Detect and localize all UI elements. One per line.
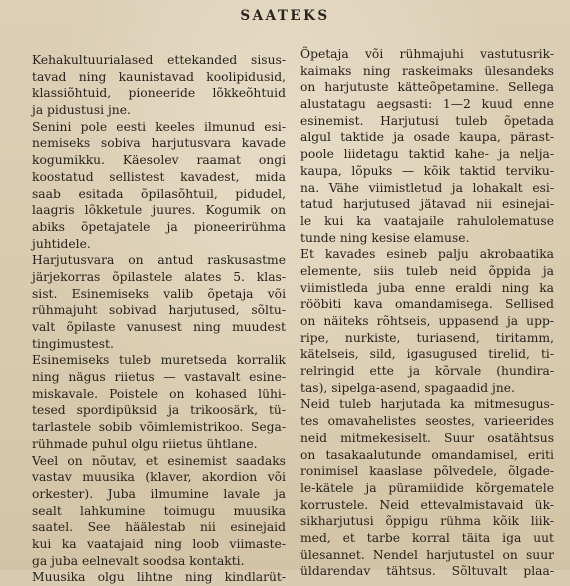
text-line: tunde ning kesise elamuse.: [300, 230, 470, 245]
page-title: SAATEKS: [240, 8, 330, 24]
text-line: kaupa, lõpuks — kõik taktid terviku-: [300, 163, 554, 178]
text-line: on näiteks rõhtseis, uppasend ja upp-: [300, 314, 554, 328]
text-line: ronimisel kaaslase põlvedele, õlgade-: [300, 464, 554, 479]
left-column: [32, 52, 286, 586]
text-line: tesed spordipüksid ja trikoosärk, tü-: [32, 403, 286, 418]
text-line: ripe, nurkiste, turiasend, tiritamm,: [300, 330, 554, 345]
text-line: Esinemiseks tuleb muretseda korralik: [32, 353, 286, 368]
text-line: kogumikku. Käesolev raamat ongi: [32, 153, 286, 168]
text-line: ga juba eelnevalt soodsa kontakti.: [32, 553, 245, 568]
text-line: korrustele. Neid ettevalmistavaid ük-: [300, 497, 554, 512]
text-line: tes omavahelistes seostes, varieerides: [300, 414, 554, 429]
text-line: Neid tuleb harjutada ka mitmesugus-: [300, 397, 554, 412]
text-line: tas), sipelga-asend, spagaadid jne.: [300, 380, 515, 395]
text-line: poole liidetagu taktid kahe- ja nelja-: [300, 147, 554, 162]
text-line: laagris lõkketule juures. Kogumik on: [32, 203, 286, 218]
text-line: Õpetaja või rühmajuhi vastutusrik-: [300, 47, 554, 61]
text-line: le-kätele ja püramiidide kõrgematele: [300, 480, 554, 495]
text-line: saab esitada õpilasõhtuil, pidudel,: [32, 186, 286, 201]
text-line: tarlastele sobib võimlemistrikoo. Sega-: [32, 420, 286, 435]
text-line: miskavale. Poistele on kohased lühi-: [32, 386, 286, 401]
text-line: rühmajuht sobivad harjutused, sõltu-: [32, 303, 286, 318]
text-line: klassiõhtuid, pioneeride lõkkeõhtuid: [32, 86, 286, 101]
right-column: [300, 46, 554, 580]
text-line: Harjutusvara on antud raskusastme: [32, 253, 286, 268]
text-line: elemente, siis tuleb neid õppida ja: [300, 263, 554, 278]
text-line: ja pidustusi jne.: [32, 103, 131, 118]
text-line: rühmade puhul olgu riietus ühtlane.: [32, 436, 258, 451]
text-line: saatel. See häälestab nii esinejaid: [32, 520, 286, 535]
text-line: ülesannet. Nendel harjutustel on suur: [300, 547, 554, 562]
text-line: sist. Esinemiseks valib õpetaja või: [32, 286, 286, 301]
text-line: on harjutuste kätteõpetamine. Sellega: [300, 80, 554, 95]
text-line: kui ka vaatajaid ning loob viimaste-: [32, 536, 286, 551]
text-line: on tasakaalutunde omandamisel, eriti: [300, 447, 554, 462]
text-line: na. Vähe viimistletud ja lohakalt esi-: [300, 180, 554, 195]
text-line: üldarendav tähtsus. Sõltuvalt plaa-: [300, 564, 554, 579]
text-line: alustatagu aegsasti: 1—2 kuud enne: [300, 97, 554, 112]
text-line: Et kavades esineb palju akrobaatika: [300, 247, 554, 262]
text-line: koostatud sellistest kavadest, mida: [32, 169, 286, 184]
text-line: ning nägus riietus — vastavalt esine-: [32, 370, 286, 385]
text-line: juhtidele.: [32, 236, 91, 251]
text-line: nemiseks sobiva harjutusvara kavade: [32, 136, 286, 151]
text-line: vastav muusika (klaver, akordion või: [32, 470, 286, 485]
text-line: rööbiti kava omandamisega. Sellised: [300, 297, 554, 312]
text-line: le kui ka vaatajaile rahulolematuse: [300, 213, 554, 228]
text-line: Kehakultuurialased ettekanded sisus-: [32, 53, 286, 67]
text-line: tingimustest.: [32, 336, 114, 351]
text-line: sikharjutusi õppigu rühma kõik liik-: [300, 514, 554, 529]
text-line: järjekorras õpilastele alates 5. klas-: [32, 269, 286, 284]
text-line: neid mitmekesiselt. Suur osatähtsus: [300, 430, 554, 445]
text-line: viimistleda juba enne eraldi ning ka: [300, 280, 554, 295]
text-line: kätelseis, sild, igasugused tirelid, ti-: [300, 347, 554, 362]
text-line: relringid ette ja kõrvale (hundira-: [300, 364, 554, 379]
text-line: algul taktide ja osade kaupa, pärast-: [300, 130, 554, 145]
text-line: Senini pole eesti keeles ilmunud esi-: [32, 119, 286, 134]
text-line: esinemist. Harjutusi tuleb õpetada: [300, 113, 554, 128]
text-line: Veel on nõutav, et esinemist saadaks: [32, 453, 286, 468]
text-line: abiks õpetajatele ja pioneerirühma: [32, 219, 286, 234]
text-line: orkester). Juba ilmumine lavale ja: [32, 486, 286, 501]
text-line: med, et tarbe korral täita iga uut: [300, 530, 554, 545]
text-line: kaimaks ning raskeimaks ülesandeks: [300, 63, 554, 78]
text-line: Muusika olgu lihtne ning kindlarüt-: [32, 570, 286, 585]
text-line: tavad ning kaunistavad koolipidusid,: [32, 69, 286, 84]
text-line: sealt lahkumine toimugu muusika: [32, 503, 286, 518]
text-line: tatud harjutused jätavad nii esinejai-: [300, 197, 554, 212]
text-line: valt õpilaste vanusest ning muudest: [32, 320, 286, 334]
